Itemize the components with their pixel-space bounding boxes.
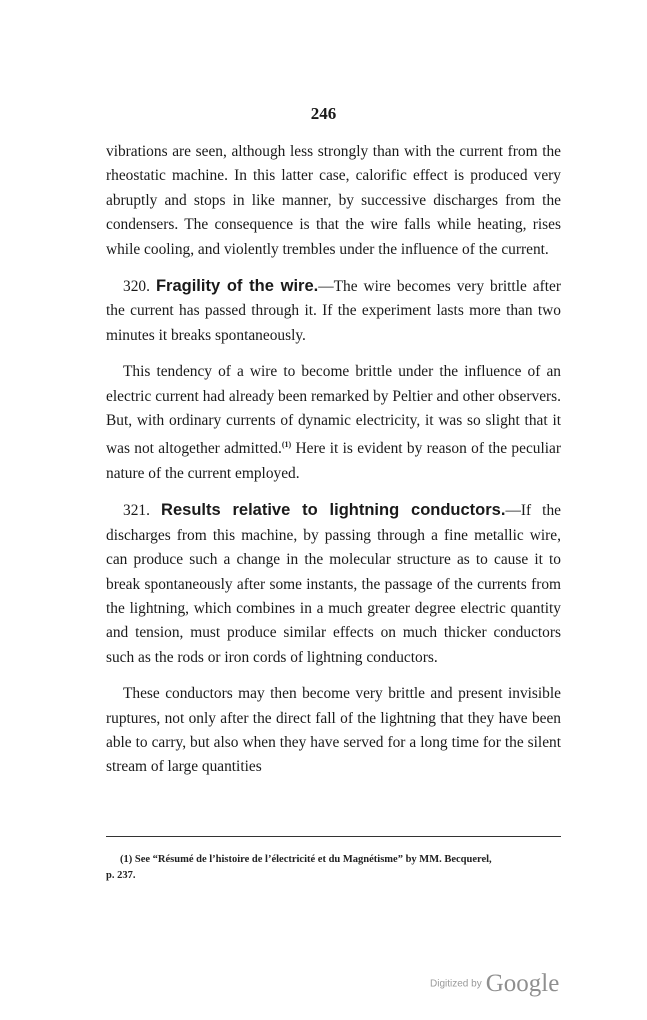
footnote-reference: (1) xyxy=(281,440,292,450)
footnote-divider xyxy=(106,836,561,837)
paragraph-text: This tendency of a wire to become brittle under the influence of an electric current had already been remarked by Peltier and other observers. But, with ordinary currents of dynamic electricity, it was so slight that it was not altogether admitted. xyxy=(106,363,561,458)
watermark-prefix: Digitized by xyxy=(430,978,482,990)
paragraph-brittleness xyxy=(106,360,561,486)
footnote-continuation: p. 237. xyxy=(106,870,136,881)
footnote xyxy=(106,852,560,884)
section-heading: Results relative to lightning conductors. xyxy=(161,501,506,520)
footnote-marker: (1) xyxy=(120,854,133,865)
google-logo: Google xyxy=(485,970,560,997)
section-321 xyxy=(106,498,561,670)
paragraph-text-end: Here it is evident by reason of the peculiar nature of the current employed. xyxy=(106,440,561,482)
paragraph-continuation: vibrations are seen, although less strongly than with the current from the rheostatic machine. In this latter case, calorific effect is produced very abruptly and stops in like manner, by successive discharges from the condensers. The consequence is that the wire falls while heating, rises while cooling, and violently trembles under the influence of the current. xyxy=(106,143,561,258)
paragraph-conductors: These conductors may then become very brittle and present invisible ruptures, not only after the direct fall of the lightning that they have been able to carry, but also when they have served for a long time for the silent stream of large quantities xyxy=(106,685,561,776)
section-text: —The wire becomes very brittle after the current has passed through it. If the experiment lasts more than two minutes it breaks spontaneously. xyxy=(106,278,561,344)
footnote-text: See “Résumé de l’histoire de l’électricité et du Magnétisme” by MM. Becquerel, xyxy=(132,854,492,865)
page-number: 246 xyxy=(310,104,337,123)
digitized-watermark xyxy=(430,970,559,998)
section-heading: Fragility of the wire. xyxy=(155,277,319,296)
page-body xyxy=(106,140,561,780)
section-number: 320. xyxy=(123,278,150,296)
section-320 xyxy=(106,274,561,348)
section-number: 321. xyxy=(123,502,150,520)
section-text: —If the discharges from this machine, by passing through a fine metallic wire, can produce such a change in the molecular structure as to cause it to break spontaneously after some instants, the passage of the currents from the lightning, which combines in a much greater degree electric quantity and tension, must produce similar effects on much thicker conductors such as the rods or iron cords of lightning conductors. xyxy=(106,502,561,666)
